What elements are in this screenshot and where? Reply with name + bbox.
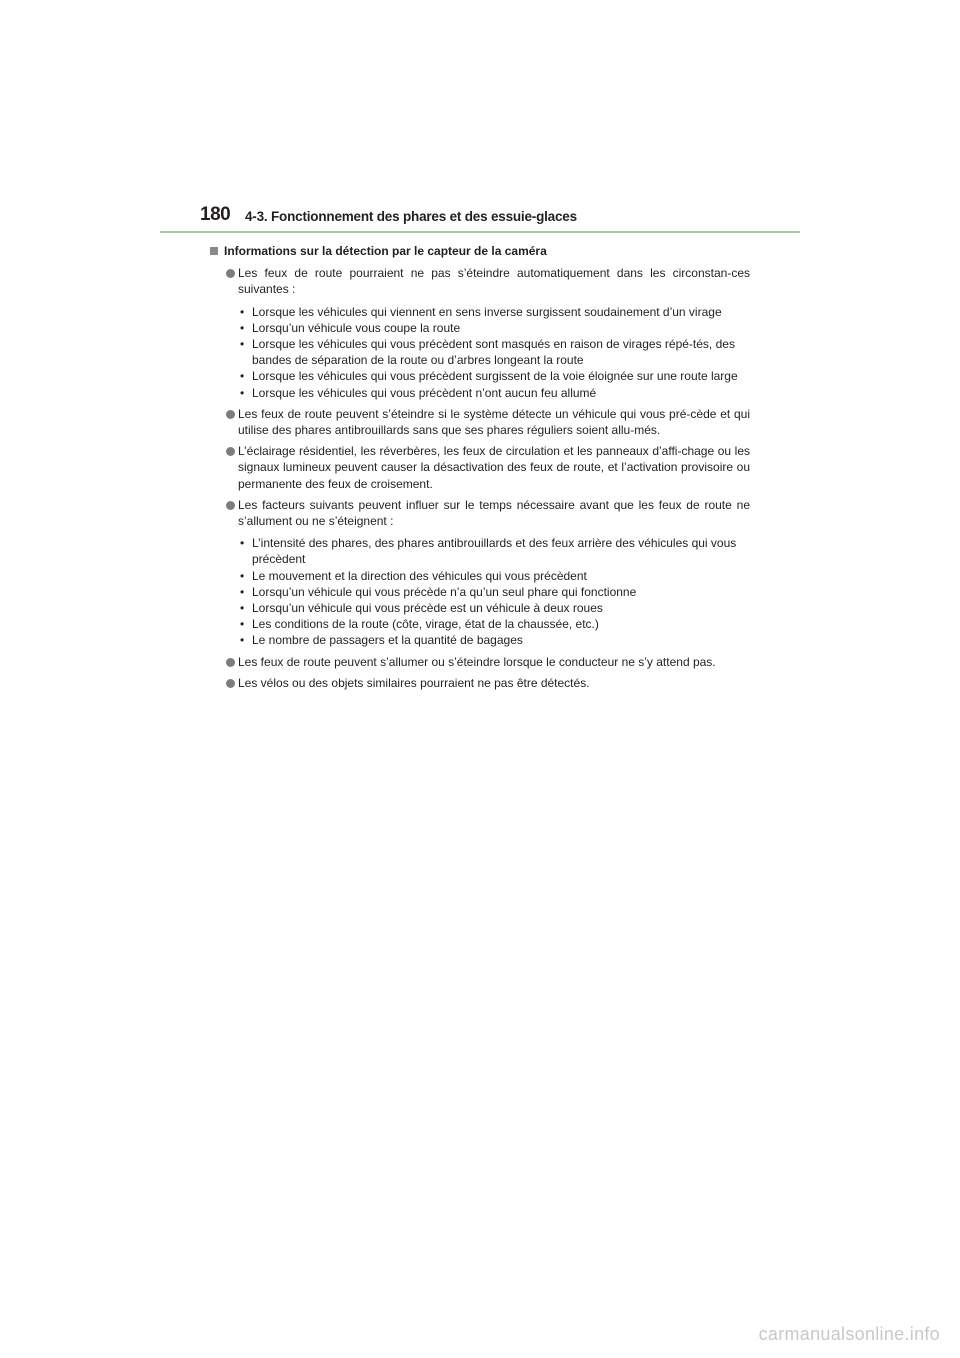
dot-bullet-icon: •: [240, 536, 245, 551]
circle-bullet-icon: [226, 501, 235, 510]
list-item: [210, 443, 750, 492]
square-bullet-icon: [210, 247, 218, 255]
list-item: [210, 406, 750, 438]
list-item: [210, 497, 750, 649]
sub-list-item: [238, 616, 750, 632]
sub-list-item-text: Lorsque les véhicules qui vous précèdent surgissent de la voie éloignée sur une route large: [252, 369, 738, 384]
circle-bullet-icon: [226, 269, 235, 278]
header-divider: [160, 231, 800, 233]
sub-list-item-text: Le mouvement et la direction des véhicules qui vous précèdent: [252, 568, 587, 583]
sub-list-item: [238, 320, 750, 336]
paragraph-text: Les feux de route peuvent s’éteindre si le système détecte un véhicule qui vous pré-cède et qui utilise des phares antibrouillards sans que ses phares réguliers soient allu-més.: [238, 406, 750, 438]
sub-list: [238, 535, 750, 648]
list-item: [210, 654, 750, 670]
section-heading: [210, 243, 750, 259]
sub-list-item: [238, 368, 750, 384]
dot-bullet-icon: •: [240, 369, 245, 384]
dot-bullet-icon: •: [240, 584, 245, 599]
list-item: [210, 675, 750, 691]
dot-bullet-icon: •: [240, 633, 245, 648]
section-title: Informations sur la détection par le capteur de la caméra: [224, 244, 547, 258]
sub-list-item-text: Le nombre de passagers et la quantité de bagages: [252, 633, 523, 648]
sub-list-item: [238, 385, 750, 401]
sub-list-item-text: Lorsque les véhicules qui viennent en sens inverse surgissent soudainement d’un virage: [252, 304, 722, 319]
sub-list-item-text: Lorsque les véhicules qui vous précèdent sont masqués en raison de virages répé-tés, des bandes de séparation de la route ou d’arbres longeant la route: [252, 337, 735, 368]
dot-bullet-icon: •: [240, 320, 245, 335]
paragraph-list: [210, 265, 750, 691]
main-content: [210, 243, 750, 696]
sub-list-item: [238, 304, 750, 320]
list-item: [210, 265, 750, 401]
sub-list-item: [238, 568, 750, 584]
sub-list-item: [238, 584, 750, 600]
chapter-title: 4-3. Fonctionnement des phares et des essuie-glaces: [245, 209, 577, 224]
dot-bullet-icon: •: [240, 568, 245, 583]
sub-list-item: [238, 336, 750, 368]
page-header: [200, 203, 800, 233]
dot-bullet-icon: •: [240, 337, 245, 352]
sub-list: [238, 304, 750, 401]
sub-list-item-text: L’intensité des phares, des phares antibrouillards et des feux arrière des véhicules qui vous précèdent: [252, 536, 737, 567]
paragraph-text: L’éclairage résidentiel, les réverbères, les feux de circulation et les panneaux d’affi-chage ou les signaux lumineux peuvent causer la désactivation des feux de route, et l’activation provisoire ou permanente des feux de croisement.: [238, 444, 750, 491]
circle-bullet-icon: [226, 410, 235, 419]
sub-list-item: [238, 600, 750, 616]
sub-list-item: [238, 535, 750, 567]
sub-list-item-text: Les conditions de la route (côte, virage, état de la chaussée, etc.): [252, 617, 599, 632]
dot-bullet-icon: •: [240, 617, 245, 632]
sub-list-item-text: Lorsqu’un véhicule qui vous précède n’a qu’un seul phare qui fonctionne: [252, 584, 637, 599]
sub-list-item: [238, 632, 750, 648]
paragraph-text: Les feux de route pourraient ne pas s’éteindre automatiquement dans les circonstan-ces suivantes :: [238, 266, 750, 297]
watermark: carmanualsonline.info: [758, 1324, 940, 1344]
circle-bullet-icon: [226, 679, 235, 688]
sub-list-item-text: Lorsqu’un véhicule qui vous précède est un véhicule à deux roues: [252, 601, 603, 616]
circle-bullet-icon: [226, 658, 235, 667]
page-number: 180: [200, 204, 231, 225]
paragraph-text: Les feux de route peuvent s’allumer ou s’éteindre lorsque le conducteur ne s’y attend pas.: [238, 654, 716, 669]
paragraph-text: Les vélos ou des objets similaires pourraient ne pas être détectés.: [238, 675, 590, 690]
paragraph-text: Les facteurs suivants peuvent influer sur le temps nécessaire avant que les feux de route ne s’allument ou ne s’éteignent :: [238, 497, 750, 529]
dot-bullet-icon: •: [240, 304, 245, 319]
circle-bullet-icon: [226, 447, 235, 456]
sub-list-item-text: Lorsque les véhicules qui vous précèdent n’ont aucun feu allumé: [252, 385, 597, 400]
dot-bullet-icon: •: [240, 385, 245, 400]
sub-list-item-text: Lorsqu’un véhicule vous coupe la route: [252, 320, 461, 335]
dot-bullet-icon: •: [240, 601, 245, 616]
